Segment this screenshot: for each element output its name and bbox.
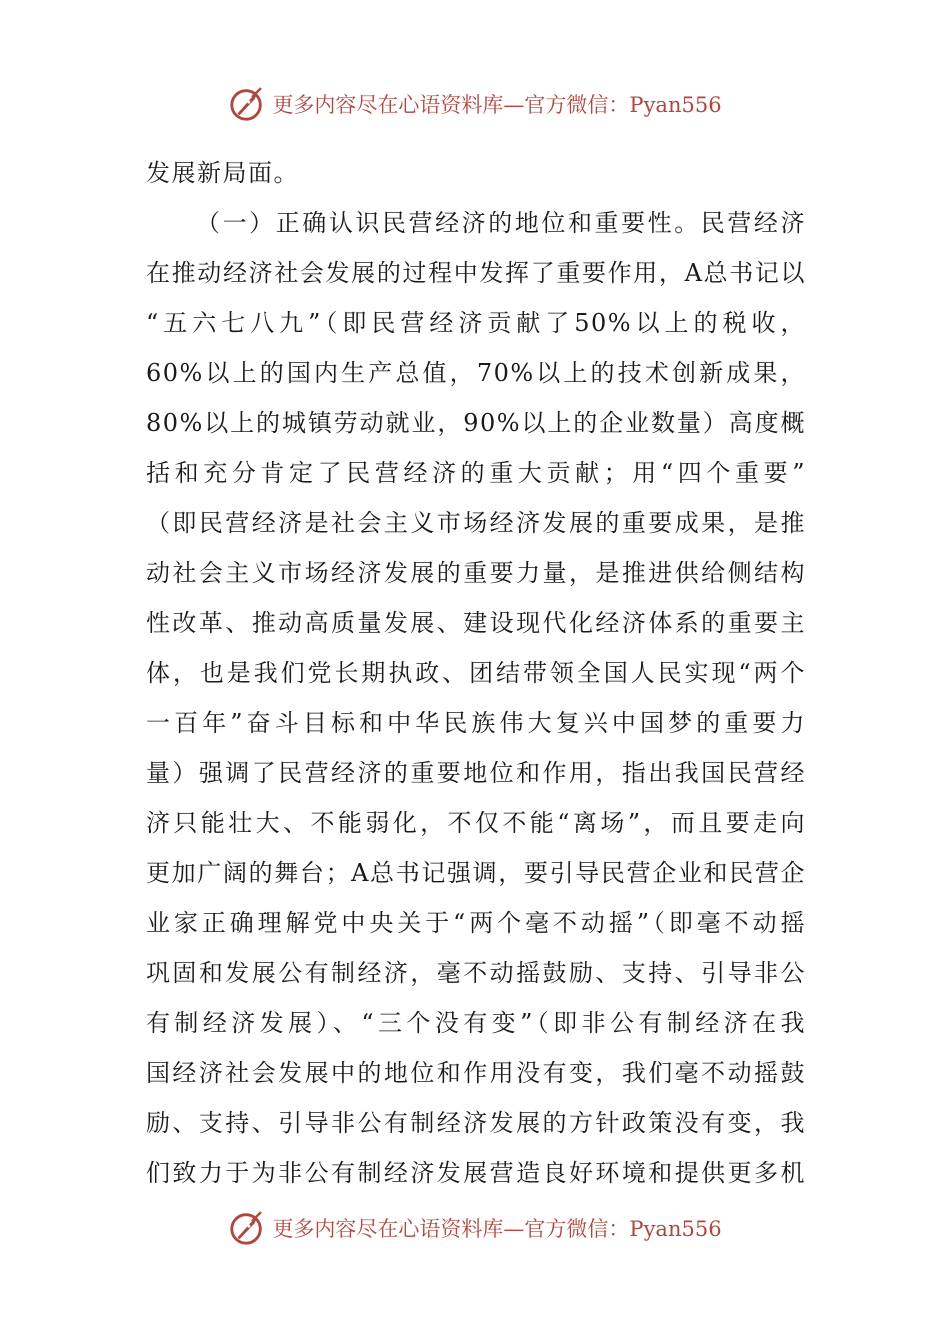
paragraph-line: 60%以上的国内生产总值，70%以上的技术创新成果，: [146, 359, 806, 387]
paragraph-line: 在推动经济社会发展的过程中发挥了重要作用，A总书记以: [146, 259, 806, 287]
pen-nib-logo-icon: [228, 85, 266, 123]
paragraph-line: 一百年”奋斗目标和中华民族伟大复兴中国梦的重要力: [146, 709, 806, 737]
banner-text: 更多内容尽在心语资料库—官方微信：Pyan556: [272, 93, 722, 117]
paragraph-line: 量）强调了民营经济的重要地位和作用，指出我国民营经: [146, 759, 806, 787]
paragraph-line: 括和充分肯定了民营经济的重大贡献；用“四个重要”: [146, 459, 806, 487]
document-body: [146, 148, 806, 1198]
pen-nib-logo-icon: [228, 1209, 266, 1247]
paragraph-line: 80%以上的城镇劳动就业，90%以上的企业数量）高度概: [146, 409, 806, 437]
paragraph-line: “五六七八九”（即民营经济贡献了50%以上的税收，: [146, 309, 806, 337]
paragraph-line: 国经济社会发展中的地位和作用没有变，我们毫不动摇鼓: [146, 1059, 806, 1087]
paragraph-line: 业家正确理解党中央关于“两个毫不动摇”（即毫不动摇: [146, 909, 806, 937]
footer-banner: [0, 1208, 950, 1248]
paragraph-line: （一）正确认识民营经济的地位和重要性。民营经济: [196, 209, 806, 237]
header-banner: [0, 84, 950, 124]
paragraph-line: 性改革、推动高质量发展、建设现代化经济体系的重要主: [146, 609, 806, 637]
paragraph-line: 动社会主义市场经济发展的重要力量，是推进供给侧结构: [146, 559, 806, 587]
paragraph-line: 有制经济发展）、“三个没有变”（即非公有制经济在我: [146, 1009, 806, 1037]
paragraph-line: 励、支持、引导非公有制经济发展的方针政策没有变，我: [146, 1109, 806, 1137]
paragraph-line: 们致力于为非公有制经济发展营造良好环境和提供更多机: [146, 1159, 806, 1187]
paragraph-line: 体，也是我们党长期执政、团结带领全国人民实现“两个: [146, 659, 806, 687]
paragraph-line: 更加广阔的舞台；A总书记强调，要引导民营企业和民营企: [146, 859, 806, 887]
paragraph-line: （即民营经济是社会主义市场经济发展的重要成果，是推: [146, 509, 806, 537]
banner-text: 更多内容尽在心语资料库—官方微信：Pyan556: [272, 1217, 722, 1241]
paragraph-line: 巩固和发展公有制经济，毫不动摇鼓励、支持、引导非公: [146, 959, 806, 987]
paragraph-line: 发展新局面。: [146, 159, 299, 187]
paragraph-line: 济只能壮大、不能弱化，不仅不能“离场”，而且要走向: [146, 809, 806, 837]
